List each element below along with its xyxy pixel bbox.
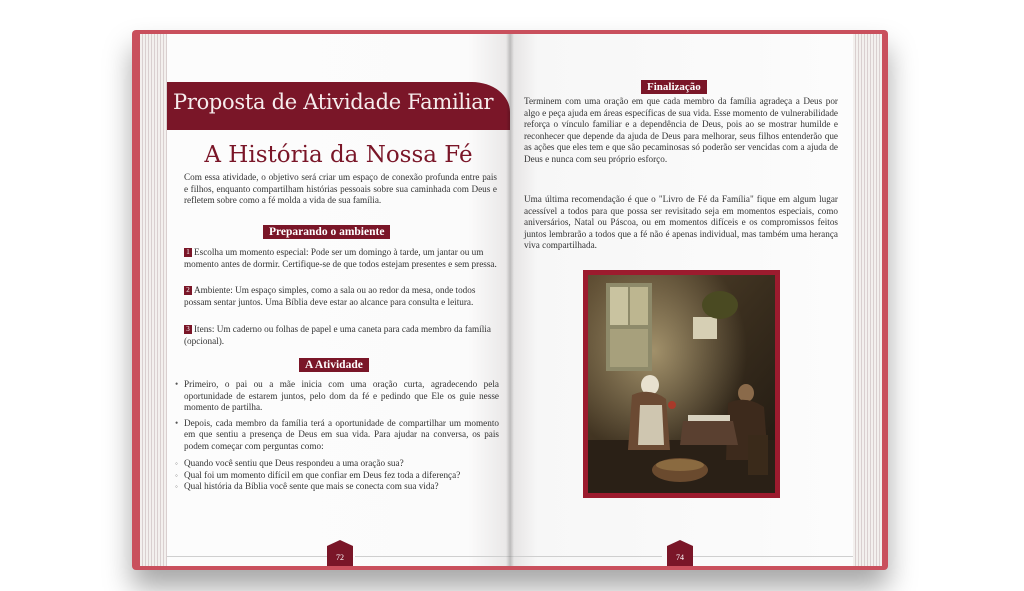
list-item: • Primeiro, o pai ou a mãe inicia com uma oração curta, agradecendo pela oportunidade de estarem juntos, pelo dom da fé e pedindo que Ele os guie nesse momento de partilha.: [174, 379, 499, 414]
question-item: ◦ Qual foi um momento difícil em que confiar em Deus fez toda a diferença?: [174, 470, 504, 482]
section-heading-atividade: A Atividade: [299, 358, 369, 372]
page-edges-left: [140, 34, 170, 566]
page-number: 72: [327, 546, 353, 566]
question-item: ◦ Qual história da Bíblia você sente que mais se conecta com sua vida?: [174, 481, 504, 493]
step-item: [184, 324, 500, 347]
activity-list: [174, 379, 499, 457]
step-number: 3: [184, 325, 192, 334]
recommendation-paragraph: Uma última recomendação é que o "Livro de Fé da Família" fique em algum lugar acessível a todos para que possa ser revisitado seja em momentos especiais, como aniversários, Natal ou Páscoa, ou em momentos difíceis e os compromissos feitos juntos lembrarão a todos que a fé não é apenas individual, mas também uma herança viva compartilhada.: [524, 194, 838, 251]
step-item: [184, 247, 500, 270]
footer-rule: [688, 556, 853, 557]
step-item: [184, 285, 500, 308]
question-item: ◦ Quando você sentiu que Deus respondeu a uma oração sua?: [174, 458, 504, 470]
page-number: 74: [667, 546, 693, 566]
banner-title: Proposta de Atividade Familiar: [173, 90, 494, 114]
intro-paragraph: Com essa atividade, o objetivo será criar um espaço de conexão profunda entre pais e filhos, enquanto compartilham histórias pessoais sobre sua caminhada com Deus e refletem sobre como a fé molda a vida de sua família.: [184, 172, 497, 206]
footer-rule: [167, 556, 329, 557]
closing-paragraph: Terminem com uma oração em que cada membro da família agradeça a Deus por algo e peça ajuda em áreas específicas de sua vida. Esse momento de vulnerabilidade reforça o vínculo familiar e a dependência de Deus, pois ao se mostrar humilde e reconhecer que depende da ajuda de Deus para melhorar, seus filhos entenderão que as ações que eles tem e que são pecaminosas só poderão ser vencidas com a ajuda de Deus e nunca com seu próprio esforço.: [524, 96, 838, 164]
step-text: Ambiente: Um espaço simples, como a sala ou ao redor da mesa, onde todos possam sentar juntos. Uma Bíblia deve estar ao alcance para consulta e leitura.: [184, 285, 476, 307]
footer-rule: [355, 556, 510, 557]
page-edges-right: [852, 34, 882, 566]
family-painting: [588, 275, 775, 493]
step-number: 1: [184, 248, 192, 257]
page-title: A História da Nossa Fé: [204, 142, 473, 168]
step-number: 2: [184, 286, 192, 295]
section-heading-preparando: Preparando o ambiente: [263, 225, 390, 239]
book-gutter: [506, 34, 514, 566]
list-item: • Depois, cada membro da família terá a oportunidade de compartilhar um momento em que sentiu a presença de Deus em sua vida. Para ajudar na conversa, os pais podem começar com perguntas como:: [174, 418, 499, 453]
section-heading-finalizacao: Finalização: [641, 80, 707, 94]
step-text: Escolha um momento especial: Pode ser um domingo à tarde, um jantar ou um momento antes de dormir. Certifique-se de que todos estejam presentes e sem pressa.: [184, 247, 497, 269]
question-list: [174, 458, 504, 493]
left-page: [167, 34, 510, 566]
right-page: [510, 34, 853, 566]
step-text: Itens: Um caderno ou folhas de papel e uma caneta para cada membro da família (opcional).: [184, 324, 491, 346]
footer-rule: [510, 556, 662, 557]
painting-image: [583, 270, 780, 498]
